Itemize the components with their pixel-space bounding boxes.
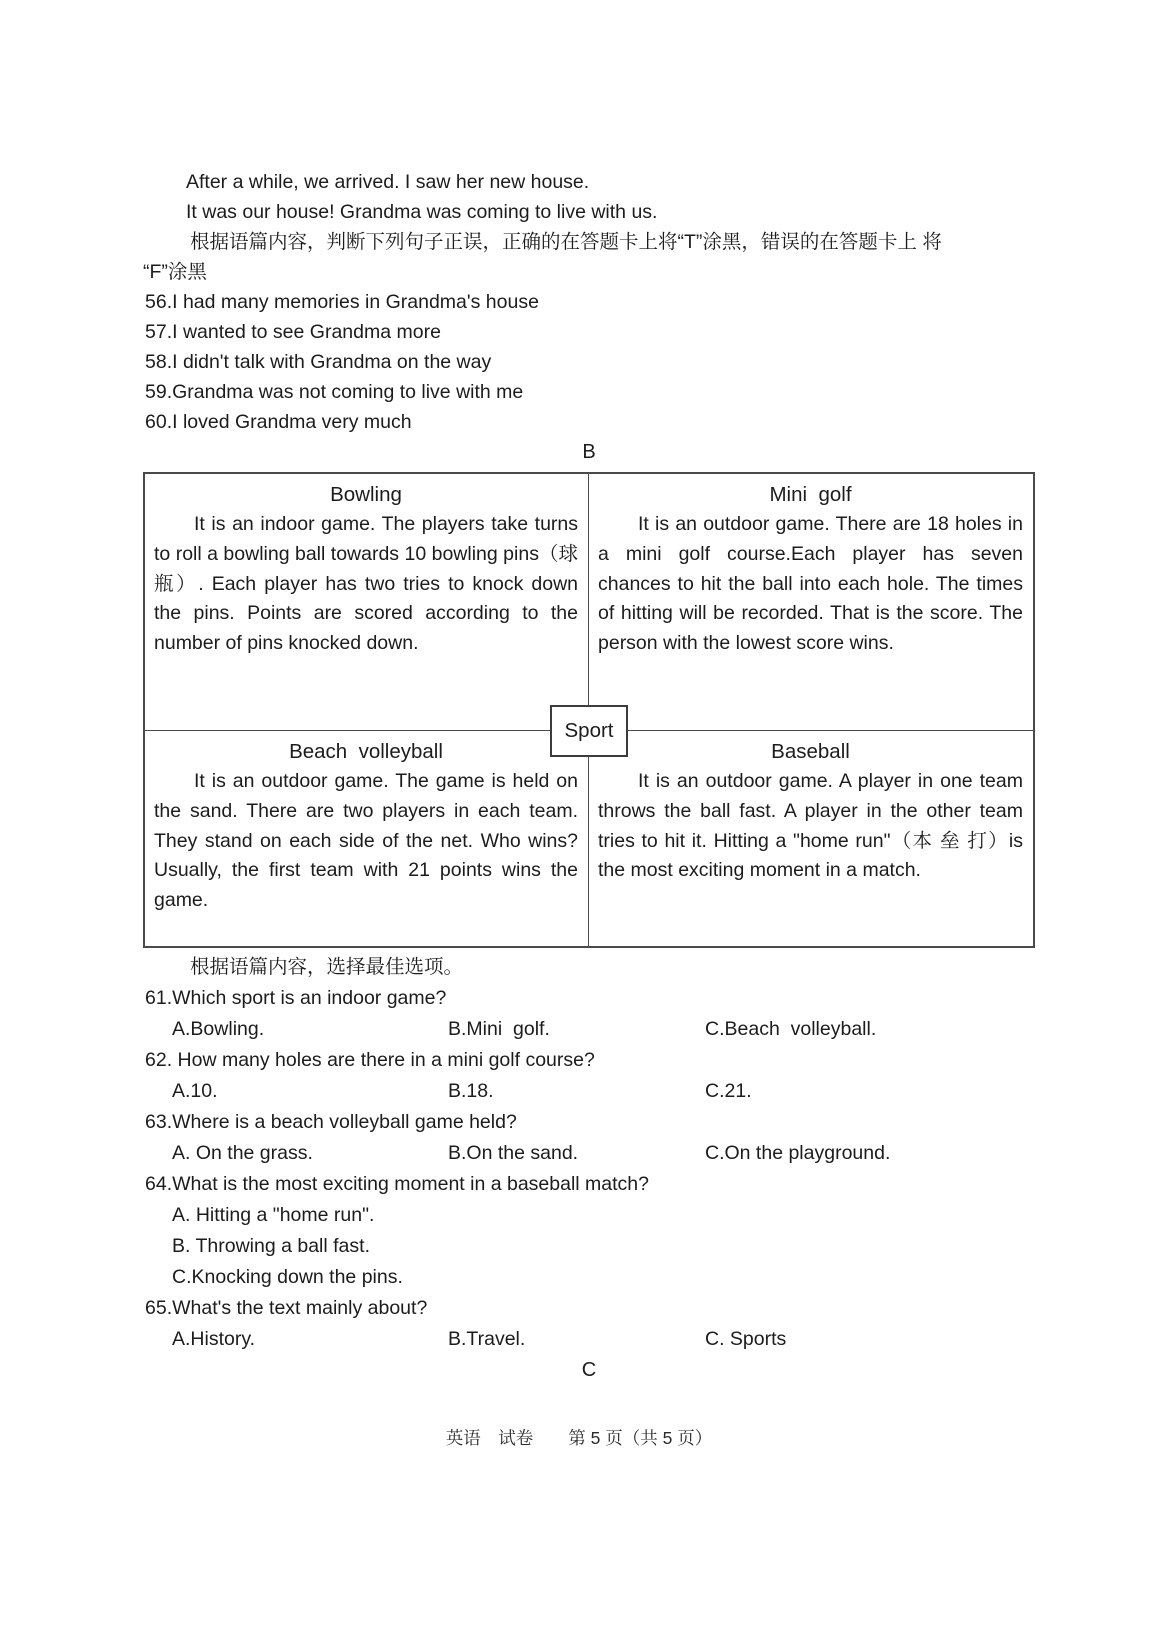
table-cell-mini-golf (589, 474, 1033, 731)
question-61-options (143, 1014, 1035, 1045)
section-b-label: B (582, 441, 596, 463)
cell-text-beach-volleyball: It is an outdoor game. The game is held on the sand. There are two players in each team. They stand on each side of the net. Who wins? Usually, the first team with 21 points wins the game. (154, 770, 578, 912)
cell-text-baseball: It is an outdoor game. A player in one team throws the ball fast. A player in the other team tries to hit it. Hitting a "home run"（本 垒 打）is the most exciting moment in a match. (598, 770, 1023, 882)
cell-title-mini-golf: Mini golf (769, 483, 852, 506)
sport-table (143, 472, 1035, 948)
question-64-option-a: A. Hitting a "home run". (172, 1204, 375, 1226)
question-61-option-c: C.Beach volleyball. (705, 1018, 877, 1040)
question-65-option-c: C. Sports (705, 1328, 787, 1350)
tf-item-57: 57.I wanted to see Grandma more (145, 321, 441, 343)
questions-section (143, 952, 1035, 1386)
cell-title-beach-volleyball: Beach volleyball (289, 740, 443, 763)
tf-item-58: 58.I didn't talk with Grandma on the way (145, 351, 492, 373)
question-64-stem: 64.What is the most exciting moment in a baseball match? (145, 1173, 649, 1195)
question-63-stem: 63.Where is a beach volleyball game held? (145, 1111, 517, 1133)
question-62-option-c: C.21. (705, 1080, 752, 1102)
cell-text-mini-golf: It is an outdoor game. There are 18 holes in a mini golf course.Each player has seven chances to hit the ball into each hole. The times of hitting will be recorded. That is the score. The person with the lowest score wins. (598, 513, 1023, 655)
question-65-options (143, 1324, 1035, 1355)
question-63-option-a: A. On the grass. (172, 1142, 313, 1164)
tf-instruction-line: “F”涂黑 (143, 261, 207, 283)
cell-title-baseball: Baseball (771, 740, 850, 763)
question-61-stem: 61.Which sport is an indoor game? (145, 987, 447, 1009)
tf-item-59: 59.Grandma was not coming to live with me (145, 381, 524, 403)
question-64-option-c: C.Knocking down the pins. (172, 1266, 403, 1288)
question-62-stem: 62. How many holes are there in a mini golf course? (145, 1049, 595, 1071)
mc-instruction: 根据语篇内容，选择最佳选项。 (190, 956, 464, 978)
tf-item-56: 56.I had many memories in Grandma's house (145, 291, 539, 313)
question-63-options (143, 1138, 1035, 1169)
question-62-option-a: A.10. (172, 1080, 218, 1102)
question-65-option-a: A.History. (172, 1328, 256, 1350)
section-c-label: C (581, 1359, 597, 1381)
sport-label-text: Sport (564, 719, 614, 742)
question-63-option-c: C.On the playground. (705, 1142, 891, 1164)
question-65-option-b: B.Travel. (448, 1328, 526, 1350)
cell-title-bowling: Bowling (330, 483, 402, 506)
table-cell-baseball (589, 731, 1033, 946)
question-63-option-b: B.On the sand. (448, 1142, 579, 1164)
question-64-option-b: B. Throwing a ball fast. (172, 1235, 370, 1257)
question-62-option-b: B.18. (448, 1080, 494, 1102)
sport-center-label (550, 705, 628, 757)
table-cell-bowling (145, 474, 589, 731)
cell-text-bowling: It is an indoor game. The players take turns to roll a bowling ball towards 10 bowling pins（球 瓶）. Each player has two tries to knock down the pins. Points are scored according to the number of pins knocked down. (154, 513, 578, 655)
question-62-options (143, 1076, 1035, 1107)
tf-instruction-line: 根据语篇内容，判断下列句子正误，正确的在答题卡上将“T”涂黑，错误的在答题卡上 将 (190, 231, 942, 253)
passage-line: It was our house! Grandma was coming to live with us. (186, 201, 658, 223)
table-cell-beach-volleyball (145, 731, 589, 946)
tf-item-60: 60.I loved Grandma very much (145, 411, 412, 433)
passage-a-section (143, 167, 1035, 437)
passage-line: After a while, we arrived. I saw her new house. (186, 171, 590, 193)
page-footer: 英语 试卷 第 5 页（共 5 页） (445, 1428, 713, 1448)
question-61-option-a: A.Bowling. (172, 1018, 265, 1040)
question-61-option-b: B.Mini golf. (448, 1018, 550, 1040)
question-65-stem: 65.What's the text mainly about? (145, 1297, 428, 1319)
